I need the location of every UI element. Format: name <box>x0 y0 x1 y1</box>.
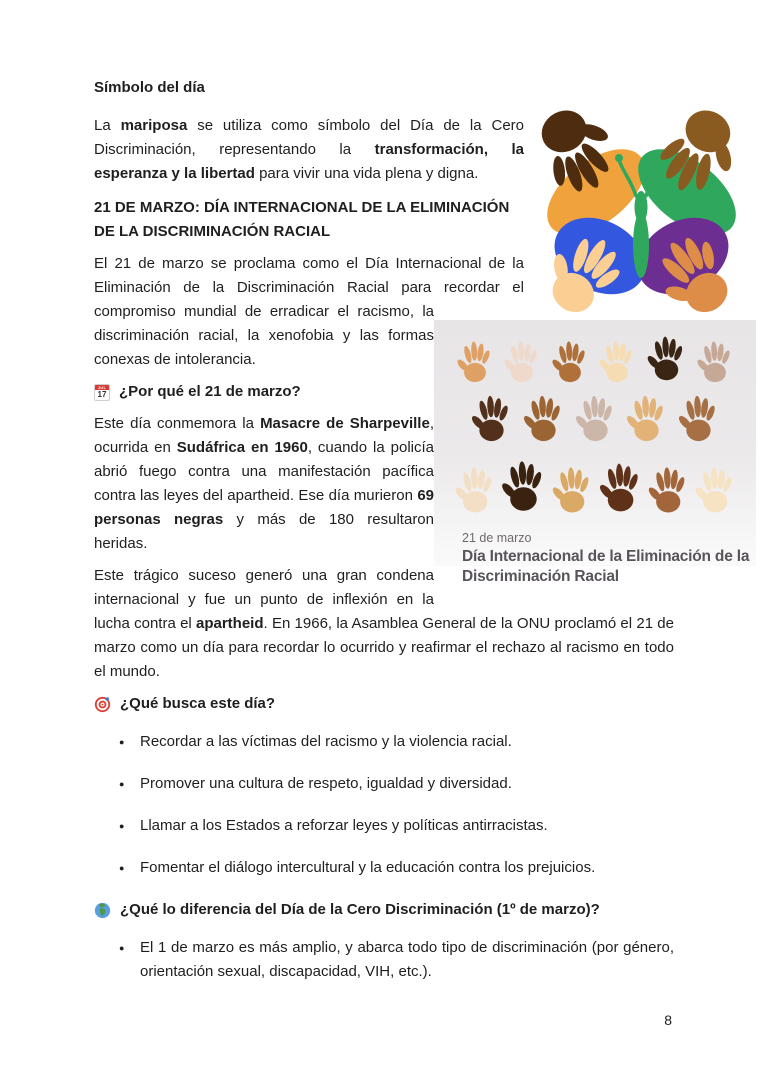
target-icon <box>94 696 111 713</box>
list-item: ● Llamar a los Estados a reforzar leyes y políticas antirracistas. <box>140 814 674 838</box>
heading-que-busca <box>94 692 674 716</box>
hand-icon <box>596 339 638 383</box>
list-item: ● Fomentar el diálogo intercultural y la educación contra los prejuicios. <box>140 856 674 880</box>
list-item: ● El 1 de marzo es más amplio, y abarca todo tipo de discriminación (por género, orientación sexual, discapacidad, VIH, etc.). <box>140 936 674 984</box>
heading-diferencia <box>94 898 674 922</box>
hand-icon <box>645 462 691 516</box>
hand-icon <box>675 393 722 442</box>
list-item: ● Recordar a las víctimas del racismo y la violencia racial. <box>140 730 674 754</box>
hand-icon <box>452 462 498 516</box>
hand-icon <box>644 332 689 383</box>
poster-hand-row <box>434 320 756 383</box>
hand-icon <box>520 393 567 442</box>
section-title-21-marzo: 21 DE MARZO: DÍA INTERNACIONAL DE LA ELIMINACIÓN DE LA DISCRIMINACIÓN RACIAL <box>94 199 510 240</box>
butterfly-figure <box>524 114 674 320</box>
list-item: ● Promover una cultura de respeto, igualdad y diversidad. <box>140 772 674 796</box>
hand-icon <box>692 462 738 516</box>
paragraph-proclamacion: El 21 de marzo se proclama como el Día Internacional de la Eliminación de la Discriminación Racial para recordar el compromiso mundial de erradicar el racismo, la discriminación racial, la xenofobia y las formas conexas de intolerancia. <box>94 255 524 368</box>
poster-caption <box>434 516 756 587</box>
hand-icon <box>549 339 591 383</box>
hand-icon <box>572 393 619 442</box>
poster-title: Día Internacional de la Eliminación de la Discriminación Racial <box>462 548 750 585</box>
hand-icon <box>596 457 645 516</box>
paragraph-sharpeville: Este día conmemora la Masacre de Sharpeville, ocurrida en Sudáfrica en 1960, cuando la policía abrió fuego contra una manifestación pacífica contra las leyes del apartheid. Ese día murieron 69 personas negras y más de 180 resultaron heridas. <box>94 415 434 552</box>
butterfly-abdomen <box>633 212 649 278</box>
poster-hand-row <box>434 442 756 516</box>
paragraph-mariposa: La mariposa se utiliza como símbolo del Día de la Cero Discriminación, representando la transformación, la esperanza y la libertad para vivir una vida plena y digna. <box>94 117 524 182</box>
heading-que-busca-label: ¿Qué busca este día? <box>120 695 276 712</box>
poster-kicker: 21 de marzo <box>462 531 532 545</box>
poster-figure <box>434 320 750 610</box>
section-title-simbolo: Símbolo del día <box>94 79 205 96</box>
poster-hand-row <box>434 383 756 442</box>
hand-icon <box>498 454 549 516</box>
hand-icon <box>468 393 515 442</box>
heading-por-que <box>94 380 434 404</box>
poster-graphic <box>434 320 756 585</box>
calendar-icon: JUL 17 <box>94 384 110 401</box>
difference-list <box>94 936 674 984</box>
paragraph-apartheid: Este trágico suceso generó una gran condena internacional y fue un punto de inflexión en la lucha contra el apartheid. En 1966, la Asamblea General de la ONU proclamó el 21 de marzo como un día para recordar lo ocurrido y reafirmar el rechazo al racismo en todo el mundo. <box>94 567 674 680</box>
hand-icon <box>454 339 496 383</box>
hand-icon <box>623 393 670 442</box>
butterfly-graphic <box>524 110 759 315</box>
hand-icon <box>694 339 736 383</box>
hand-icon <box>549 462 595 516</box>
goals-list <box>94 730 674 880</box>
heading-diferencia-label: ¿Qué lo diferencia del Día de la Cero Discriminación (1º de marzo)? <box>120 901 600 918</box>
globe-icon <box>94 902 111 919</box>
page-number: 8 <box>664 1012 672 1028</box>
butterfly-antenna-tip <box>615 154 623 162</box>
hand-icon <box>501 339 543 383</box>
heading-por-que-label: ¿Por qué el 21 de marzo? <box>119 383 301 400</box>
